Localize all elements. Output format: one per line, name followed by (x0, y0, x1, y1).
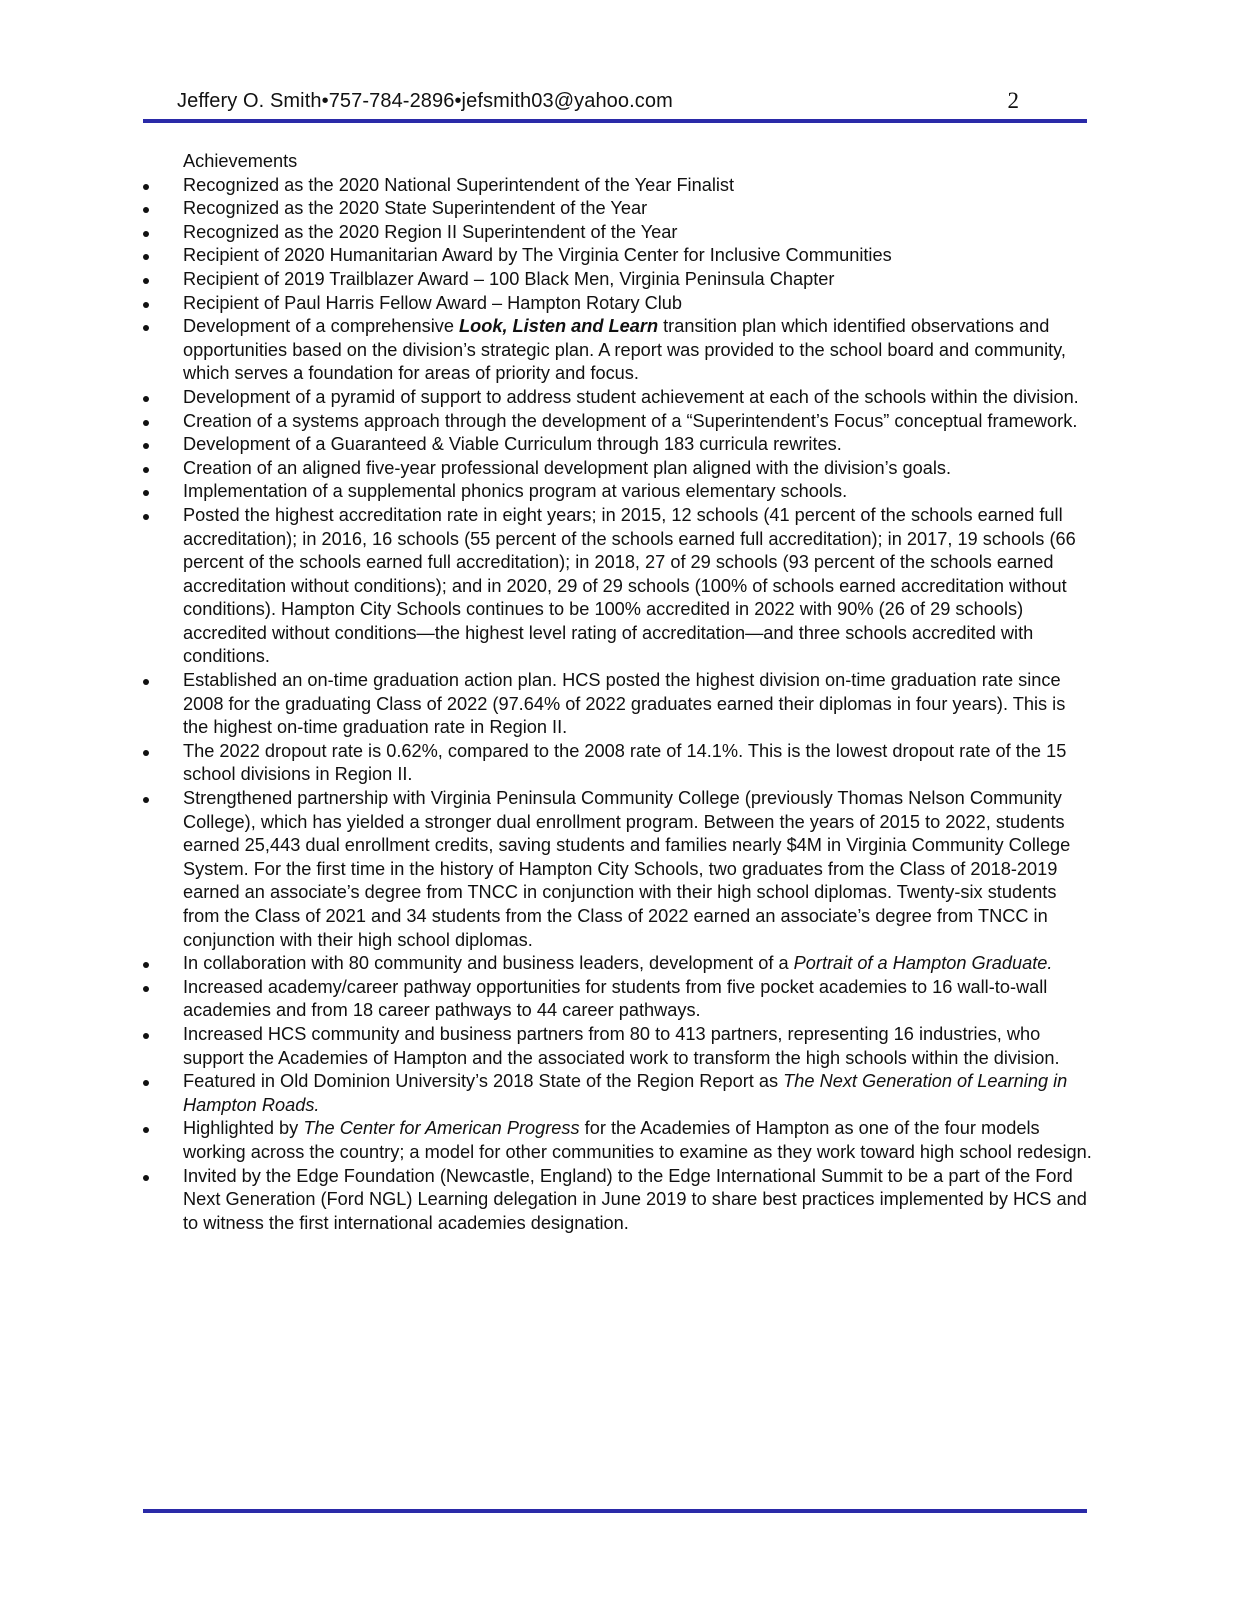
list-item (143, 315, 1093, 386)
item-text: Recognized as the 2020 National Superintendent of the Year Finalist (183, 174, 735, 195)
list-item (143, 410, 1093, 434)
bullet-icon (143, 750, 149, 756)
achievements-list (143, 174, 1093, 1236)
bullet-icon (143, 679, 149, 685)
header-rule (143, 119, 1087, 123)
bullet-icon (143, 396, 149, 402)
item-emphasis: The Next Generation of Learning in Hampton Roads. (183, 1071, 1068, 1115)
list-item (143, 976, 1093, 1023)
item-text: Implementation of a supplemental phonics program at various elementary schools. (183, 481, 848, 502)
item-text: Established an on-time graduation action plan. HCS posted the highest division on-time graduation rate since 2008 for the graduating Class of 2022 (97.64% of 2022 graduates earned their diplomas in four years). This is the highest on-time graduation rate in Region II. (183, 670, 1066, 738)
item-text: Invited by the Edge Foundation (Newcastle, England) to the Edge International Summit to be a part of the Ford Next Generation (Ford NGL) Learning delegation in June 2019 to share best practices implemented by HCS and to witness the first international academies designation. (183, 1165, 1087, 1233)
bullet-icon (143, 797, 149, 803)
list-item (143, 292, 1093, 316)
item-text: Increased HCS community and business partners from 80 to 413 partners, representing 16 industries, who support the Academies of Hampton and the associated work to transform the high schools within the division. (183, 1023, 1060, 1068)
list-item (143, 1165, 1093, 1236)
bullet-icon (143, 231, 149, 237)
item-text: Development of a pyramid of support to address student achievement at each of the schools within the division. (183, 386, 1079, 407)
bullet-icon (143, 420, 149, 426)
list-item (143, 952, 1093, 976)
list-item (143, 268, 1093, 292)
list-item (143, 1023, 1093, 1070)
bullet-icon (143, 184, 149, 190)
item-text: Development of a Guaranteed & Viable Curriculum through 183 curricula rewrites. (183, 434, 842, 455)
item-emphasis: The Center for American Progress (303, 1118, 580, 1139)
item-text: Recipient of 2019 Trailblazer Award – 100 Black Men, Virginia Peninsula Chapter (183, 268, 835, 289)
bullet-icon (143, 986, 149, 992)
list-item (143, 787, 1093, 952)
item-text-pre: Featured in Old Dominion University’s 2018 State of the Region Report as (183, 1071, 784, 1092)
page-number: 2 (1007, 88, 1019, 113)
list-item (143, 669, 1093, 740)
bullet-icon (143, 514, 149, 520)
list-item (143, 244, 1093, 268)
item-text: Recipient of Paul Harris Fellow Award – Hampton Rotary Club (183, 292, 683, 313)
bullet-icon (143, 278, 149, 284)
item-text-post: for the Academies of Hampton as one of the four models working across the country; a model for other communities to examine as they work toward high school redesign. (183, 1118, 1092, 1162)
list-item (143, 740, 1093, 787)
item-text: Posted the highest accreditation rate in eight years; in 2015, 12 schools (41 percent of the schools earned full accreditation); in 2016, 16 schools (55 percent of the schools earned full accreditation); in 2017, 19 schools (66 percent of the schools earned full accreditation); in 2018, 27 of 29 schools (93 percent of the schools earned accreditation without conditions); and in 2020, 29 of 29 schools (100% of schools earned accreditation without conditions). Hampton City Schools continues to be 100% accredited in 2022 with 90% (26 of 29 schools) accredited without conditions—the highest level rating of accreditation—and three schools accredited with conditions. (183, 504, 1076, 667)
item-text-pre: Highlighted by (183, 1118, 304, 1139)
footer-rule (143, 1509, 1087, 1513)
list-item (143, 174, 1093, 198)
item-text-post: transition plan which identified observations and opportunities based on the division’s strategic plan. A report was provided to the school board and community, which serves a foundation for areas of priority and focus. (183, 316, 1066, 384)
item-emphasis: Portrait of a Hampton Graduate. (793, 953, 1053, 974)
list-item (143, 197, 1093, 221)
list-item (143, 1117, 1093, 1164)
bullet-icon (143, 1175, 149, 1181)
bullet-icon (143, 467, 149, 473)
list-item (143, 480, 1093, 504)
header-contact: Jeffery O. Smith•757-784-2896•jefsmith03@yahoo.com (177, 90, 673, 112)
list-item (143, 433, 1093, 457)
list-item (143, 386, 1093, 410)
bullet-icon (143, 325, 149, 331)
item-text: Strengthened partnership with Virginia Peninsula Community College (previously Thomas Nelson Community College), which has yielded a stronger dual enrollment program. Between the years of 2015 to 2022, students earned 25,443 dual enrollment credits, saving students and families nearly $4M in Virginia Community College System. For the first time in the history of Hampton City Schools, two graduates from the Class of 2018-2019 earned an associate’s degree from TNCC in conjunction with their high school diplomas. Twenty-six students from the Class of 2021 and 34 students from the Class of 2022 earned an associate’s degree from TNCC in conjunction with their high school diplomas. (183, 788, 1071, 950)
item-text: Recognized as the 2020 State Superintendent of the Year (183, 198, 648, 219)
item-text: Recognized as the 2020 Region II Superintendent of the Year (183, 221, 678, 242)
item-text: The 2022 dropout rate is 0.62%, compared to the 2008 rate of 14.1%. This is the lowest dropout rate of the 15 school divisions in Region II. (183, 740, 1067, 785)
list-item (143, 221, 1093, 245)
list-item (143, 504, 1093, 669)
item-text: Increased academy/career pathway opportunities for students from five pocket academies to 16 wall-to-wall academies and from 18 career pathways to 44 career pathways. (183, 976, 1048, 1021)
bullet-icon (143, 254, 149, 260)
bullet-icon (143, 1127, 149, 1133)
item-text: Creation of a systems approach through the development of a “Superintendent’s Focus” conceptual framework. (183, 410, 1078, 431)
item-text: Creation of an aligned five-year professional development plan aligned with the division’s goals. (183, 457, 952, 478)
item-text-pre: In collaboration with 80 community and business leaders, development of a (183, 953, 794, 974)
bullet-icon (143, 490, 149, 496)
bullet-icon (143, 443, 149, 449)
list-item (143, 457, 1093, 481)
section-title: Achievements (183, 151, 298, 171)
bullet-icon (143, 962, 149, 968)
bullet-icon (143, 1080, 149, 1086)
page-header (143, 88, 1087, 118)
item-text: Recipient of 2020 Humanitarian Award by The Virginia Center for Inclusive Communities (183, 245, 892, 266)
bullet-icon (143, 1033, 149, 1039)
bullet-icon (143, 207, 149, 213)
bullet-icon (143, 302, 149, 308)
list-item (143, 1070, 1093, 1117)
item-emphasis: Look, Listen and Learn (459, 316, 659, 337)
achievements-section (143, 150, 1093, 1235)
item-text-pre: Development of a comprehensive (183, 316, 459, 337)
